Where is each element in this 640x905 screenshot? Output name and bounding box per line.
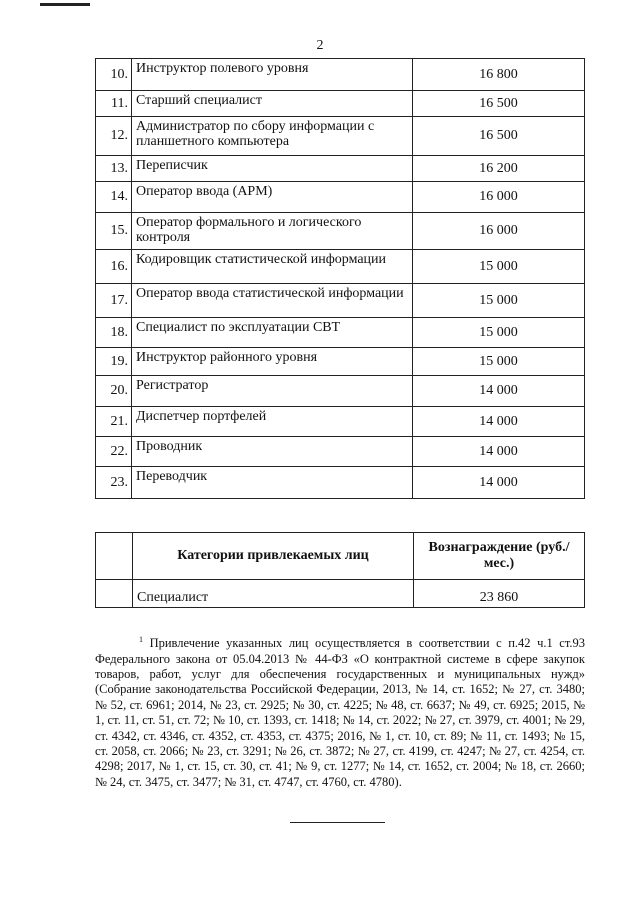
row-title: Специалист (133, 580, 414, 608)
rate-title: Диспетчер портфелей (132, 407, 413, 437)
rate-number: 21. (96, 407, 132, 437)
rate-amount: 14 000 (413, 437, 585, 467)
rate-row (96, 250, 585, 284)
rate-title: Старший специалист (132, 91, 413, 117)
rates-table (95, 58, 585, 499)
rates-table-body (96, 59, 585, 499)
specialist-table (95, 532, 585, 608)
rate-number: 11. (96, 91, 132, 117)
rate-title: Оператор ввода (АРМ) (132, 182, 413, 213)
rate-amount: 16 000 (413, 182, 585, 213)
rate-title: Регистратор (132, 376, 413, 407)
header-reward: Вознаграждение (руб./мес.) (414, 533, 585, 580)
rate-row (96, 467, 585, 499)
rate-title: Инструктор полевого уровня (132, 59, 413, 91)
row-amount: 23 860 (414, 580, 585, 608)
rate-number: 13. (96, 156, 132, 182)
rate-number: 15. (96, 213, 132, 250)
specialist-table-header (96, 533, 585, 580)
rate-amount: 16 200 (413, 156, 585, 182)
rate-amount: 16 500 (413, 117, 585, 156)
rate-amount: 15 000 (413, 348, 585, 376)
rate-title: Оператор формального и логического контроля (132, 213, 413, 250)
rate-title: Переписчик (132, 156, 413, 182)
header-category: Категории привлекаемых лиц (133, 533, 414, 580)
rate-amount: 15 000 (413, 318, 585, 348)
rate-number: 23. (96, 467, 132, 499)
rate-row (96, 182, 585, 213)
rate-amount: 15 000 (413, 250, 585, 284)
rate-number: 10. (96, 59, 132, 91)
rate-title: Администратор по сбору информации с планшетного компьютера (132, 117, 413, 156)
rate-title: Проводник (132, 437, 413, 467)
page-number: 2 (316, 38, 324, 53)
rate-amount: 16 500 (413, 91, 585, 117)
rate-row (96, 407, 585, 437)
rate-row (96, 213, 585, 250)
rate-number: 19. (96, 348, 132, 376)
bottom-separator (290, 822, 385, 823)
row-empty-cell (96, 580, 133, 608)
rate-amount: 16 800 (413, 59, 585, 91)
rate-amount: 14 000 (413, 467, 585, 499)
rate-amount: 16 000 (413, 213, 585, 250)
specialist-row (96, 580, 585, 608)
rate-title: Переводчик (132, 467, 413, 499)
rate-row (96, 59, 585, 91)
header-empty-cell (96, 533, 133, 580)
rate-number: 18. (96, 318, 132, 348)
rate-number: 20. (96, 376, 132, 407)
rate-number: 14. (96, 182, 132, 213)
rate-title: Инструктор районного уровня (132, 348, 413, 376)
rate-row (96, 376, 585, 407)
footnote (95, 632, 585, 790)
rate-row (96, 284, 585, 318)
top-edge-mark (40, 3, 90, 6)
rate-number: 22. (96, 437, 132, 467)
rate-title: Оператор ввода статистической информации (132, 284, 413, 318)
rate-row (96, 437, 585, 467)
rate-number: 17. (96, 284, 132, 318)
rate-amount: 15 000 (413, 284, 585, 318)
footnote-marker: 1 (139, 635, 143, 644)
rate-row (96, 117, 585, 156)
rate-row (96, 318, 585, 348)
rate-row (96, 156, 585, 182)
rate-amount: 14 000 (413, 407, 585, 437)
rate-amount: 14 000 (413, 376, 585, 407)
rate-row (96, 348, 585, 376)
footnote-text: Привлечение указанных лиц осуществляется в соответствии с п.42 ч.1 ст.93 Федерального закона от 05.04.2013 № 44-ФЗ «О контрактной системе в сфере закупок товаров, работ, услуг для обеспечения государственных и муниципальных нужд» (Собрание законодательства Российской Федерации, 2013, № 14, ст. 1652; № 27, ст. 3480; № 52, ст. 6961; 2014, № 23, ст. 2925; № 30, ст. 4225; № 48, ст. 6637; № 49, ст. 6925; 2015, № 1, ст. 11, ст. 51, ст. 72; № 10, ст. 1393, ст. 1418; № 14, ст. 2022; № 27, ст. 3979, ст. 4001; № 29, ст. 4342, ст. 4346, ст. 4352, ст. 4353, ст. 4375; 2016, № 1, ст. 10, ст. 89; № 11, ст. 1493; № 15, ст. 2058, ст. 2066; № 23, ст. 3291; № 26, ст. 3872; № 27, ст. 4199, ст. 4247; № 27, ст. 4254, ст. 4298; 2017, № 1, ст. 15, ст. 30, ст. 41; № 9, ст. 1277; № 14, ст. 1652, ст. 2004; № 18, ст. 2660; № 24, ст. 3475, ст. 3477; № 31, ст. 4747, ст. 4760, ст. 4780). (95, 636, 585, 789)
rate-number: 16. (96, 250, 132, 284)
rate-title: Специалист по эксплуатации СВТ (132, 318, 413, 348)
rate-number: 12. (96, 117, 132, 156)
rate-title: Кодировщик статистической информации (132, 250, 413, 284)
rate-row (96, 91, 585, 117)
